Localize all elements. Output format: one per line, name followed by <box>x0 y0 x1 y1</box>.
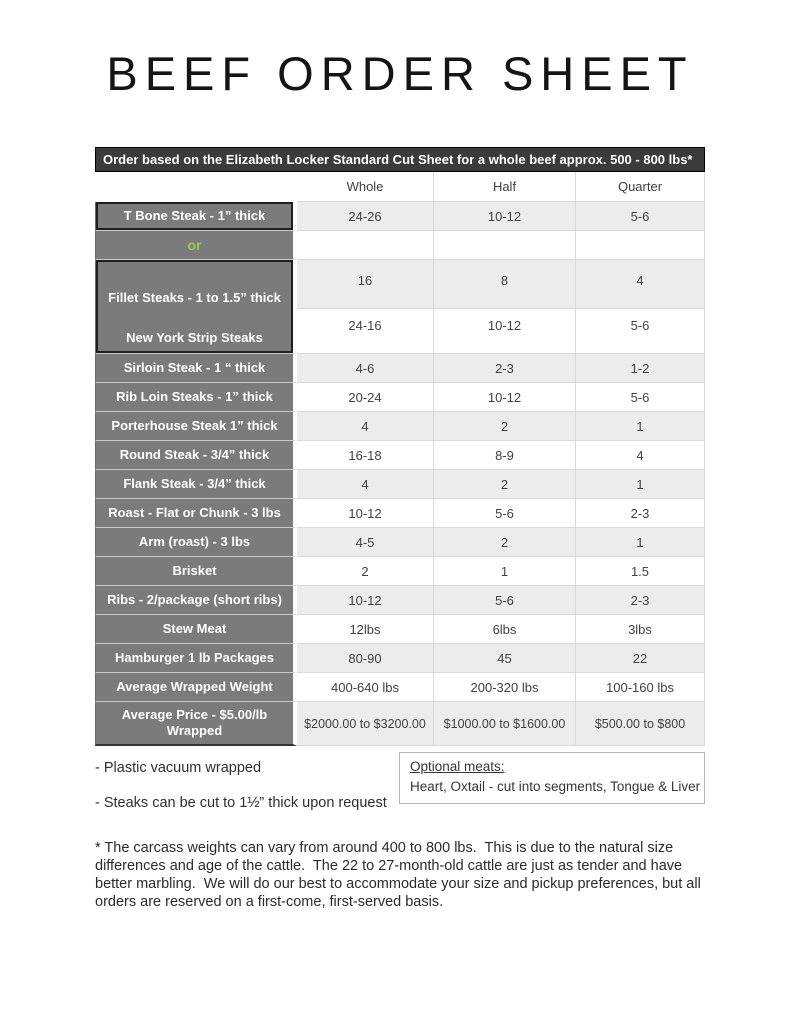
column-header-whole: Whole <box>297 172 434 202</box>
value-cell: 400-640 lbs <box>297 673 434 702</box>
value-cell: 100-160 lbs <box>576 673 705 702</box>
row-label: Ribs - 2/package (short ribs) <box>95 586 297 615</box>
row-label-fillet-group <box>95 260 297 354</box>
sheet-content <box>95 147 705 912</box>
notes-section <box>95 750 705 811</box>
value-cell: 1 <box>576 412 705 441</box>
value-cell: 4 <box>297 470 434 499</box>
value-cell: 200-320 lbs <box>434 673 576 702</box>
value-cell: 10-12 <box>297 586 434 615</box>
value-cell: 2-3 <box>434 354 576 383</box>
table-banner: Order based on the Elizabeth Locker Standard Cut Sheet for a whole beef approx. 500 - 800 lbs* <box>95 147 705 172</box>
value-cell: 5-6 <box>576 383 705 412</box>
optional-meats-title: Optional meats: <box>410 759 505 774</box>
table-corner <box>95 172 297 202</box>
value-cell: 16 <box>297 260 434 309</box>
value-cell: 22 <box>576 644 705 673</box>
row-label-average-price: Average Price - $5.00/lb Wrapped <box>95 702 297 746</box>
value-cell: 10-12 <box>434 383 576 412</box>
fillet-label: Fillet Steaks - 1 to 1.5” thick <box>108 290 281 305</box>
row-label: Round Steak - 3/4” thick <box>95 441 297 470</box>
row-label-or: or <box>95 231 297 260</box>
value-cell: 80-90 <box>297 644 434 673</box>
row-label: Flank Steak - 3/4” thick <box>95 470 297 499</box>
value-cell: $1000.00 to $1600.00 <box>434 702 576 746</box>
value-cell: 2 <box>297 557 434 586</box>
value-cell: 10-12 <box>434 309 576 354</box>
value-cell: 10-12 <box>297 499 434 528</box>
column-header-quarter: Quarter <box>576 172 705 202</box>
value-cell: 2-3 <box>576 499 705 528</box>
note-plastic-wrapped: - Plastic vacuum wrapped <box>95 760 262 776</box>
carcass-footnote: * The carcass weights can vary from around 400 to 800 lbs. This is due to the natural size differences and age of the cattle. The 22 to 27-month-old cattle are just as tender and have better marbling. We will do our best to accommodate your size and pickup preferences, but all orders are reserved on a first-come, first-served basis. <box>95 840 705 910</box>
value-cell: 4 <box>576 260 705 309</box>
row-label: Average Wrapped Weight <box>95 673 297 702</box>
value-cell <box>297 231 434 260</box>
value-cell: 45 <box>434 644 576 673</box>
optional-meats-list: Heart, Oxtail - cut into segments, Tongue & Liver <box>410 779 701 794</box>
value-cell: $500.00 to $800 <box>576 702 705 746</box>
value-cell: 4 <box>576 441 705 470</box>
row-label-t-bone: T Bone Steak - 1” thick <box>95 202 297 231</box>
value-cell: 2 <box>434 470 576 499</box>
value-cell: 4 <box>297 412 434 441</box>
value-cell: 8 <box>434 260 576 309</box>
optional-meats-box <box>399 752 705 804</box>
value-cell <box>576 231 705 260</box>
row-label: Rib Loin Steaks - 1” thick <box>95 383 297 412</box>
value-cell: 3lbs <box>576 615 705 644</box>
row-label: Porterhouse Steak 1” thick <box>95 412 297 441</box>
value-cell: $2000.00 to $3200.00 <box>297 702 434 746</box>
wrapping-notes <box>95 750 399 811</box>
value-cell: 1.5 <box>576 557 705 586</box>
value-cell: 2-3 <box>576 586 705 615</box>
page-title: BEEF ORDER SHEET <box>106 47 694 100</box>
value-cell: 6lbs <box>434 615 576 644</box>
value-cell: 5-6 <box>434 499 576 528</box>
ny-strip-label: New York Strip Steaks <box>126 330 263 346</box>
value-cell: 24-26 <box>297 202 434 231</box>
value-cell: 5-6 <box>434 586 576 615</box>
value-cell: 5-6 <box>576 202 705 231</box>
note-steak-thickness: - Steaks can be cut to 1½” thick upon request <box>95 795 387 811</box>
value-cell: 16-18 <box>297 441 434 470</box>
value-cell: 2 <box>434 528 576 557</box>
column-header-half: Half <box>434 172 576 202</box>
value-cell: 1 <box>576 470 705 499</box>
value-cell: 12lbs <box>297 615 434 644</box>
value-cell: 20-24 <box>297 383 434 412</box>
value-cell: 4-5 <box>297 528 434 557</box>
value-cell: 1 <box>434 557 576 586</box>
row-label: Brisket <box>95 557 297 586</box>
value-cell: 1 <box>576 528 705 557</box>
value-cell: 8-9 <box>434 441 576 470</box>
value-cell <box>434 231 576 260</box>
row-label: Stew Meat <box>95 615 297 644</box>
row-label: Hamburger 1 lb Packages <box>95 644 297 673</box>
value-cell: 24-16 <box>297 309 434 354</box>
value-cell: 5-6 <box>576 309 705 354</box>
value-cell: 10-12 <box>434 202 576 231</box>
order-table <box>95 172 705 746</box>
row-label: Sirloin Steak - 1 “ thick <box>95 354 297 383</box>
value-cell: 4-6 <box>297 354 434 383</box>
row-label: Arm (roast) - 3 lbs <box>95 528 297 557</box>
value-cell: 2 <box>434 412 576 441</box>
row-label: Roast - Flat or Chunk - 3 lbs <box>95 499 297 528</box>
value-cell: 1-2 <box>576 354 705 383</box>
